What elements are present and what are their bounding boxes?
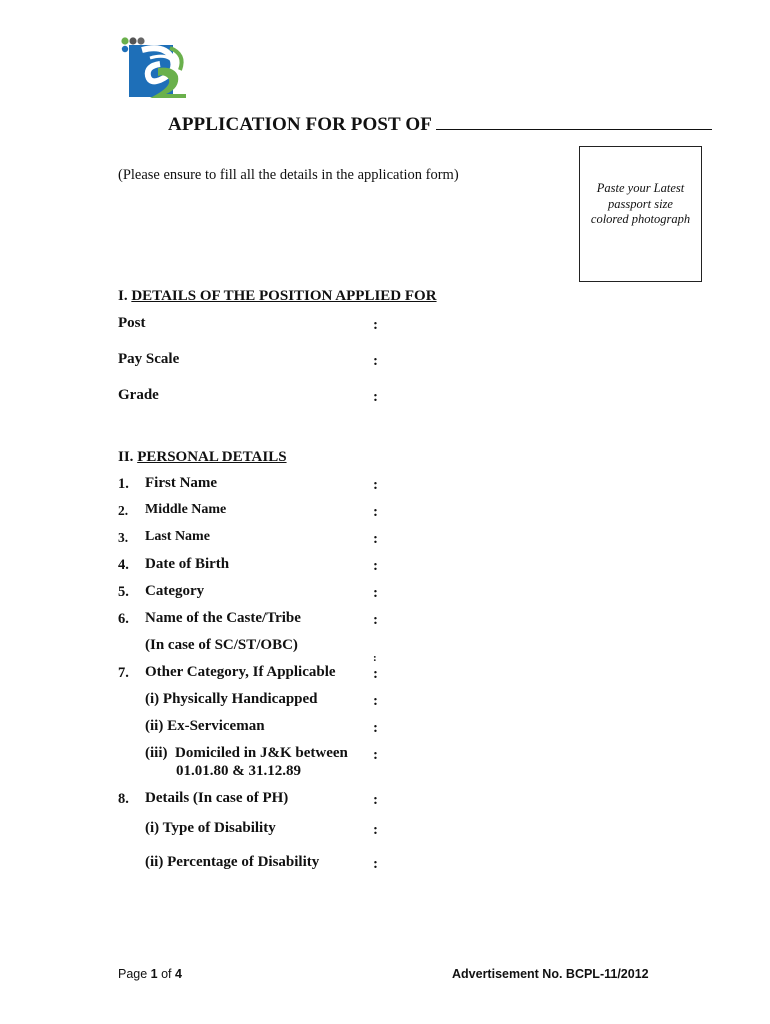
field-label-pay-scale: Pay Scale <box>118 351 180 367</box>
field-note-caste: (In case of SC/ST/OBC) <box>145 637 298 653</box>
field-colon: : <box>373 389 378 405</box>
page-number <box>118 967 182 981</box>
form-title-text: APPLICATION FOR POST OF <box>168 114 432 135</box>
item-number: 4. <box>118 557 129 573</box>
field-label-disability-percentage: (ii) Percentage of Disability <box>145 854 320 870</box>
field-colon: : <box>373 353 378 369</box>
field-label-physically-handicapped: (i) Physically Handicapped <box>145 691 318 707</box>
field-colon: : <box>373 477 378 493</box>
photo-box <box>579 146 702 282</box>
field-label-disability-type: (i) Type of Disability <box>145 820 276 836</box>
advertisement-number: Advertisement No. BCPL-11/2012 <box>452 967 649 981</box>
photo-box-line3: colored photograph <box>590 212 691 226</box>
field-label-middle-name: Middle Name <box>145 502 227 517</box>
field-colon: : <box>373 666 378 682</box>
field-colon: : <box>373 531 378 547</box>
field-label-first-name: First Name <box>145 475 218 491</box>
field-label-last-name: Last Name <box>145 529 210 544</box>
field-label-ex-serviceman: (ii) Ex-Serviceman <box>145 718 265 734</box>
field-label-dob: Date of Birth <box>145 556 230 572</box>
page-current: 1 <box>150 967 158 981</box>
field-colon: : <box>373 792 378 808</box>
field-colon: : <box>373 747 378 763</box>
page-total: 4 <box>175 967 182 981</box>
form-title <box>168 113 712 136</box>
field-colon: : <box>373 822 378 838</box>
item-number: 2. <box>118 503 129 518</box>
section-title: PERSONAL DETAILS <box>137 449 287 465</box>
photo-box-line2: passport size <box>608 196 673 211</box>
item-number: 7. <box>118 665 129 681</box>
field-label-grade: Grade <box>118 387 159 403</box>
section-numeral: I. <box>118 288 128 304</box>
section-numeral: II. <box>118 449 134 465</box>
field-colon: : <box>373 693 378 709</box>
item-number: 1. <box>118 476 129 492</box>
field-colon-mark: : <box>373 652 377 664</box>
field-label-category: Category <box>145 583 205 599</box>
section-heading-position <box>118 288 437 305</box>
field-label-other-category: Other Category, If Applicable <box>145 664 336 680</box>
page-prefix: Page <box>118 967 151 981</box>
field-colon: : <box>373 585 378 601</box>
field-label-ph-details: Details (In case of PH) <box>145 790 289 806</box>
company-logo <box>120 36 192 100</box>
instruction-note: (Please ensure to fill all the details in the application form) <box>118 167 459 183</box>
section-heading-personal <box>118 449 287 466</box>
field-label-caste: Name of the Caste/Tribe <box>145 610 301 626</box>
field-colon: : <box>373 612 378 628</box>
field-label-domiciled-jk-dates: 01.01.80 & 31.12.89 <box>176 763 301 779</box>
field-colon: : <box>373 856 378 872</box>
item-number: 5. <box>118 584 129 600</box>
field-colon: : <box>373 504 378 520</box>
field-label-domiciled-jk: (iii) Domiciled in J&K between <box>145 745 348 761</box>
field-colon: : <box>373 317 378 333</box>
field-colon: : <box>373 720 378 736</box>
item-number: 3. <box>118 530 129 545</box>
item-number: 8. <box>118 791 129 807</box>
post-name-blank[interactable] <box>436 113 712 130</box>
photo-box-line1: Paste your Latest <box>596 181 685 195</box>
page-of: of <box>157 967 175 981</box>
item-number: 6. <box>118 611 129 627</box>
section-title: DETAILS OF THE POSITION APPLIED FOR <box>131 288 437 304</box>
field-label-post: Post <box>118 315 146 331</box>
field-colon: : <box>373 558 378 574</box>
